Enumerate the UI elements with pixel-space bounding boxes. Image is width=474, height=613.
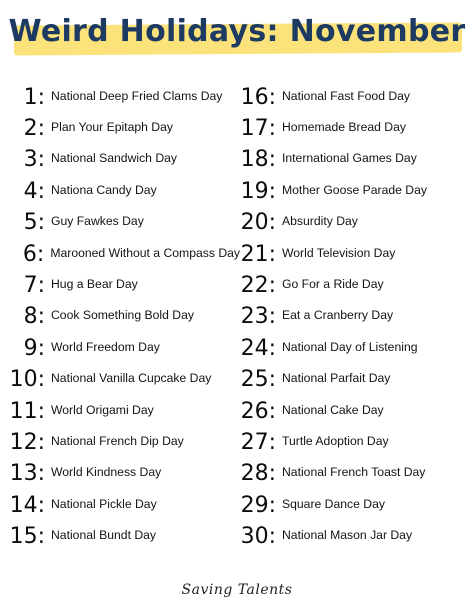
holiday-name: National French Dip Day (51, 433, 184, 448)
list-item (8, 270, 240, 301)
day-number: 2: (23, 116, 45, 142)
day-number: 27: (240, 429, 276, 455)
list-item (240, 176, 470, 207)
holiday-name: World Television Day (282, 245, 396, 260)
list-item (8, 427, 240, 458)
holiday-name: Cook Something Bold Day (51, 308, 194, 323)
holiday-name: National Parfait Day (282, 371, 391, 386)
holiday-list-right (240, 82, 470, 553)
holiday-name: Guy Fawkes Day (51, 214, 144, 229)
holiday-name: Nationa Candy Day (51, 182, 157, 197)
day-number: 19: (240, 178, 276, 204)
day-number: 13: (9, 461, 45, 487)
list-item (8, 365, 240, 396)
list-item (8, 459, 240, 490)
day-number: 4: (23, 178, 45, 204)
list-item (240, 113, 470, 144)
day-number: 5: (23, 210, 45, 236)
day-number: 15: (9, 524, 45, 550)
holiday-name: National French Toast Day (282, 465, 426, 480)
day-number: 24: (240, 335, 276, 361)
holiday-name: National Cake Day (282, 402, 384, 417)
holiday-name: Plan Your Epitaph Day (51, 120, 173, 135)
holiday-name: National Sandwich Day (51, 151, 178, 166)
title-banner (0, 0, 474, 70)
day-number: 25: (240, 367, 276, 393)
list-item (240, 208, 470, 239)
holiday-name: National Deep Fried Clams Day (51, 88, 223, 103)
holiday-name: National Mason Jar Day (282, 528, 413, 543)
holiday-name: National Vanilla Cupcake Day (51, 371, 212, 386)
day-number: 20: (240, 210, 276, 236)
list-item (8, 82, 240, 113)
list-item (8, 176, 240, 207)
day-number: 17: (240, 116, 276, 142)
day-number: 16: (240, 84, 276, 110)
holiday-name: Hug a Bear Day (51, 277, 138, 292)
list-item (240, 490, 470, 521)
holiday-name: National Pickle Day (51, 496, 157, 511)
holiday-name: National Day of Listening (282, 339, 418, 354)
page-title: Weird Holidays: November (8, 14, 466, 49)
day-number: 28: (240, 461, 276, 487)
day-number: 26: (240, 398, 276, 424)
holiday-name: Go For a Ride Day (282, 277, 384, 292)
list-item (240, 459, 470, 490)
holiday-name: Marooned Without a Compass Day (50, 245, 240, 260)
list-item (240, 333, 470, 364)
day-number: 23: (240, 304, 276, 330)
list-item (240, 427, 470, 458)
list-item (8, 490, 240, 521)
holiday-name: International Games Day (282, 151, 417, 166)
day-number: 18: (240, 147, 276, 173)
list-item (240, 145, 470, 176)
list-item (8, 396, 240, 427)
day-number: 8: (23, 304, 45, 330)
day-number: 21: (240, 241, 276, 267)
list-item (240, 239, 470, 270)
holiday-list-left (8, 82, 240, 553)
list-item (240, 270, 470, 301)
holiday-name: National Fast Food Day (282, 88, 411, 103)
holiday-name: Mother Goose Parade Day (282, 182, 427, 197)
holiday-name: World Kindness Day (51, 465, 162, 480)
list-item (8, 333, 240, 364)
holiday-name: Absurdity Day (282, 214, 358, 229)
list-item (8, 208, 240, 239)
brand-signature: Saving Talents (181, 582, 293, 598)
list-item (8, 145, 240, 176)
day-number: 29: (240, 492, 276, 518)
holiday-name: World Origami Day (51, 402, 154, 417)
list-item (8, 302, 240, 333)
day-number: 3: (23, 147, 45, 173)
holiday-name: Homemade Bread Day (282, 120, 406, 135)
list-item (240, 365, 470, 396)
list-item (240, 396, 470, 427)
day-number: 22: (240, 273, 276, 299)
list-item (240, 302, 470, 333)
holiday-name: Square Dance Day (282, 496, 385, 511)
day-number: 9: (23, 335, 45, 361)
list-item (8, 113, 240, 144)
list-item (8, 239, 240, 270)
holiday-name: Turtle Adoption Day (282, 433, 389, 448)
holiday-name: National Bundt Day (51, 528, 157, 543)
day-number: 1: (23, 84, 45, 110)
day-number: 14: (9, 492, 45, 518)
list-item (240, 82, 470, 113)
day-number: 7: (23, 273, 45, 299)
day-number: 11: (9, 398, 45, 424)
holiday-name: World Freedom Day (51, 339, 160, 354)
day-number: 30: (240, 524, 276, 550)
day-number: 12: (9, 429, 45, 455)
holiday-name: Eat a Cranberry Day (282, 308, 394, 323)
day-number: 10: (9, 367, 45, 393)
list-item (8, 521, 240, 552)
list-item (240, 521, 470, 552)
day-number: 6: (22, 241, 45, 267)
